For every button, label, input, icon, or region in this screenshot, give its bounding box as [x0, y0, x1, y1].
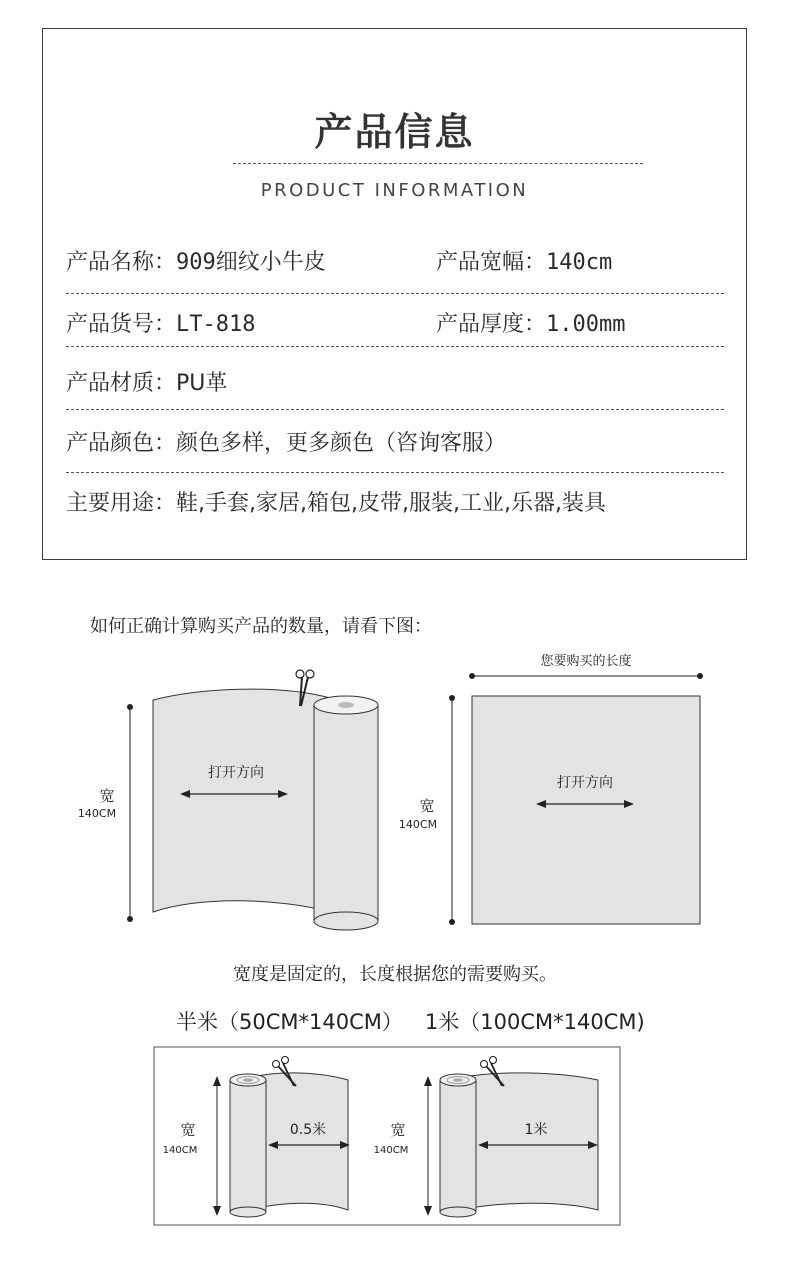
page-title: 产品信息: [314, 110, 475, 154]
product-name-label: 产品名称：: [66, 250, 177, 275]
product-material-value: PU革: [176, 371, 228, 396]
dimension-dot: [697, 673, 703, 679]
one-meter-label: 1米: [524, 1122, 548, 1138]
page-subtitle: PRODUCT INFORMATION: [260, 180, 529, 201]
purchase-guide-question: 如何正确计算购买产品的数量，请看下图：: [90, 616, 432, 637]
width-size: 140CM: [77, 807, 117, 820]
product-thickness-label: 产品厚度：: [436, 312, 547, 337]
width-fixed-caption: 宽度是固定的，长度根据您的需要购买。: [233, 964, 557, 985]
product-usage-label: 主要用途：: [66, 491, 177, 516]
width-word: 宽: [99, 787, 115, 805]
product-item-no-value: LT-818: [176, 312, 256, 337]
leather-roll-body: [314, 705, 378, 921]
product-color-label: 产品颜色：: [66, 431, 177, 456]
dimension-dot: [127, 916, 133, 922]
width-word: 宽: [390, 1121, 406, 1139]
length-label: 您要购买的长度: [540, 654, 632, 669]
leather-sheet: [153, 689, 330, 912]
product-thickness-value: 1.00mm: [546, 312, 626, 337]
product-name-value: 909细纹小牛皮: [176, 250, 326, 275]
half-meter-size: 半米（50CM*140CM）: [176, 1010, 403, 1034]
one-meter-roll: [440, 1080, 476, 1212]
product-material-label: 产品材质：: [66, 371, 177, 396]
size-options: [176, 1006, 645, 1036]
product-width-value: 140cm: [546, 250, 613, 275]
width-size: 140CM: [398, 818, 438, 831]
product-color-value: 颜色多样，更多颜色（咨询客服）: [176, 431, 507, 456]
dimension-dot: [127, 704, 133, 710]
one-meter-size: 1米（100CM*140CM): [424, 1010, 645, 1034]
width-size: 140CM: [373, 1145, 409, 1156]
dimension-dot: [449, 695, 455, 701]
open-direction-label: 打开方向: [557, 775, 613, 791]
half-meter-label: 0.5米: [289, 1122, 327, 1138]
product-item-no-label: 产品货号：: [66, 312, 177, 337]
leather-roll-bottom: [314, 912, 378, 930]
dimension-dot: [469, 673, 475, 679]
product-usage-value: 鞋,手套,家居,箱包,皮带,服装,工业,乐器,装具: [176, 491, 606, 516]
product-width-label: 产品宽幅：: [436, 250, 547, 275]
width-size: 140CM: [162, 1145, 198, 1156]
roll-core: [338, 702, 354, 708]
flat-sheet: [472, 696, 700, 924]
half-meter-roll: [230, 1080, 266, 1212]
dimension-dot: [449, 919, 455, 925]
width-word: 宽: [180, 1121, 196, 1139]
width-word: 宽: [419, 797, 435, 815]
open-direction-label: 打开方向: [208, 765, 264, 781]
one-meter-sheet: [458, 1073, 598, 1210]
